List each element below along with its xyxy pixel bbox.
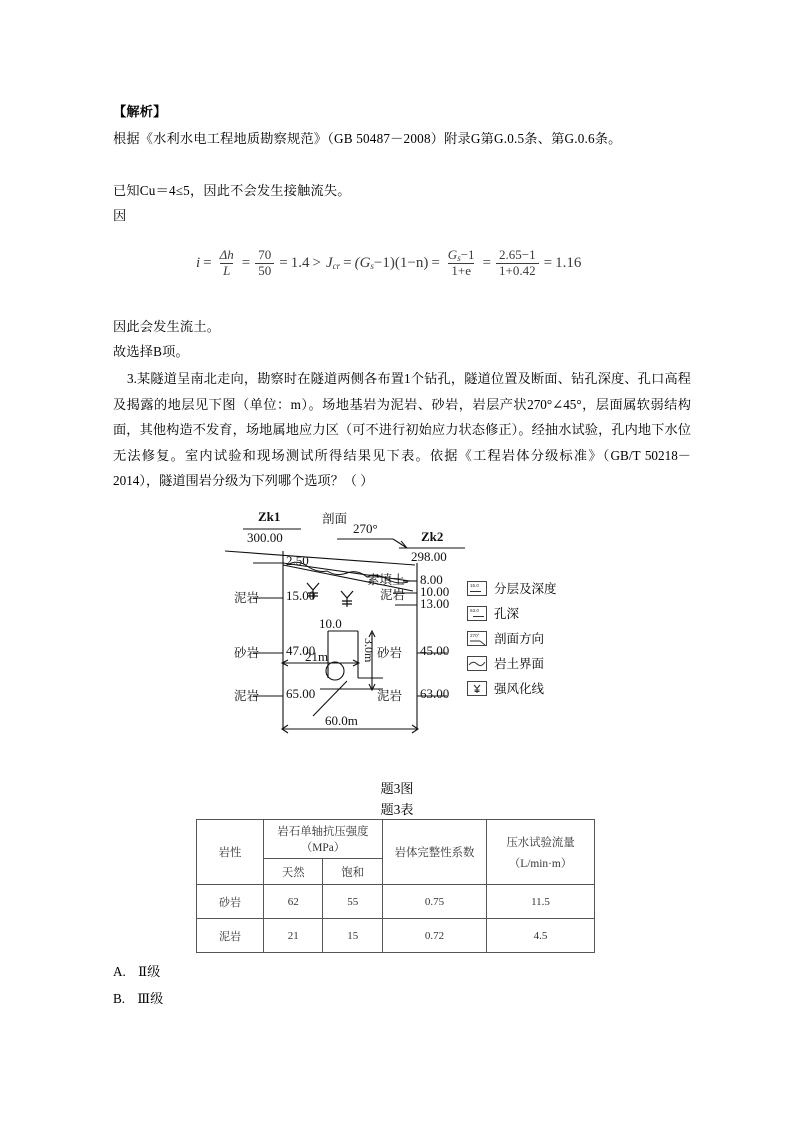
cell-flow: 4.5 <box>487 919 595 953</box>
legend-item-rock-soil-interface <box>467 654 544 672</box>
formula-eq5: = <box>431 255 440 272</box>
legend-label-layer-depth: 分层及深度 <box>494 582 557 596</box>
question-3-paragraph <box>113 366 691 494</box>
right-depth-3: 13.00 <box>420 596 450 611</box>
answer-line: 故选择B项。 <box>113 344 189 359</box>
left-depth-4: 65.00 <box>286 686 316 701</box>
formula-term: (G <box>354 255 371 272</box>
right-stratum-4: 泥岩 <box>377 689 403 703</box>
formula-jcr: J <box>325 255 333 272</box>
formula-lhs: i <box>196 255 201 272</box>
legend-item-layer-depth <box>467 579 557 597</box>
tunnel-width-label: 10.0 <box>319 616 342 631</box>
legend-label-strong-weathering: 强风化线 <box>494 682 545 696</box>
geological-section-figure <box>225 503 590 751</box>
section-direction-label: 270° <box>353 521 378 536</box>
left-stratum-3: 泥岩 <box>234 689 260 703</box>
formula-eq1: = <box>203 255 212 272</box>
borehole-right-elevation: 298.00 <box>411 549 447 564</box>
borehole-left-elevation: 300.00 <box>247 530 283 545</box>
cell-integrity: 0.75 <box>383 885 487 919</box>
formula-frac-70-50: $\frac{70}{50}$ <box>255 248 274 279</box>
formula-eq6: = <box>482 255 492 272</box>
question-number: 3. <box>127 371 137 386</box>
because-char: 因 <box>113 208 127 223</box>
header-natural: 天然 <box>264 859 323 885</box>
cell-natural: 21 <box>264 919 323 953</box>
left-depth-1: 2.50 <box>286 553 309 568</box>
left-depth-2: 15.00 <box>286 588 316 603</box>
header-lithology: 岩性 <box>197 820 264 885</box>
known-condition-line: 已知Cu＝4≤5，因此不会发生接触流失。 <box>113 183 351 198</box>
formula-eq7: = <box>543 255 553 272</box>
formula-eq2: = <box>241 255 251 272</box>
formula-value1: 1.4 <box>290 255 310 272</box>
option-b[interactable] <box>113 988 163 1007</box>
cell-lithology: 泥岩 <box>197 919 264 953</box>
formula-term-sub: s <box>370 261 374 272</box>
left-stratum-1: 泥岩 <box>234 591 260 605</box>
option-a[interactable] <box>113 961 160 980</box>
option-a-text: Ⅱ级 <box>138 964 161 979</box>
formula-frac-numeric: $\frac{2.65-1}{1+0.42}$ <box>496 248 539 279</box>
header-saturated: 饱和 <box>323 859 383 885</box>
option-b-key: B. <box>113 991 126 1006</box>
conclusion-line: 因此会发生流土。 <box>113 319 221 334</box>
right-stratum-fill: 素填土 <box>367 573 405 587</box>
span-label: 60.0m <box>325 713 358 728</box>
section-label: 剖面 <box>322 512 348 526</box>
test-results-table <box>196 819 595 953</box>
layer-depth-icon: 15.0 <box>467 581 487 596</box>
rock-soil-interface-icon <box>467 656 487 671</box>
table-row <box>197 885 595 919</box>
legend-label-section-direction: 剖面方向 <box>494 632 545 646</box>
analysis-heading: 【解析】 <box>113 104 167 119</box>
tunnel-height-label: 3.0m <box>362 638 376 663</box>
cell-natural: 62 <box>264 885 323 919</box>
right-stratum-2: 泥岩 <box>380 588 406 602</box>
cell-lithology: 砂岩 <box>197 885 264 919</box>
section-direction-icon: 270° <box>467 631 487 646</box>
right-depth-5: 63.00 <box>420 686 450 701</box>
right-depth-1: 8.00 <box>420 572 443 587</box>
question-text: 某隧道呈南北走向，勘察时在隧道两侧各布置1个钻孔，隧道位置及断面、钻孔深度、孔口高程及揭露的地层见下图（单位：m）。场地基岩为泥岩、砂岩，岩层产状270°∠45°，层面属软弱结构面，其他构造不发育，场地属地应力区（可不进行初始应力状态修正）。经抽水试验，孔内地下水位无法修复。室内试验和现场测试所得结果见下表。依据《工程岩体分级标准》（GB/T 50218－2014），隧道围岩分级为下列哪个选项？（ ） <box>113 371 691 488</box>
tunnel-offset-label: 21m <box>305 649 329 664</box>
table-header-row-1 <box>197 820 595 859</box>
cell-saturated: 15 <box>323 919 383 953</box>
formula-gt: > <box>312 255 321 272</box>
formula-result: 1.16 <box>555 255 582 272</box>
formula-eq4: = <box>343 255 352 272</box>
cell-flow: 11.5 <box>487 885 595 919</box>
right-stratum-3: 砂岩 <box>377 646 403 660</box>
strong-weathering-icon <box>467 681 487 696</box>
table-caption: 题3表 <box>380 802 414 817</box>
legend-label-hole-depth: 孔深 <box>494 607 520 621</box>
header-ucs-group: 岩石单轴抗压强度（MPa） <box>264 820 383 859</box>
legend-item-hole-depth <box>467 604 519 622</box>
borehole-right-name: Zk2 <box>421 529 444 544</box>
header-water-test: 压水试验流量 （L/min·m） <box>487 820 595 885</box>
cell-integrity: 0.72 <box>383 919 487 953</box>
left-depth-3: 47.00 <box>286 643 316 658</box>
formula-eq3: = <box>279 255 288 272</box>
seepage-formula <box>196 248 581 279</box>
legend-label-rock-soil-interface: 岩土界面 <box>494 657 545 671</box>
legend-item-section-direction <box>467 629 544 647</box>
left-stratum-2: 砂岩 <box>234 646 260 660</box>
borehole-left-name: Zk1 <box>258 509 281 524</box>
cell-saturated: 55 <box>323 885 383 919</box>
hole-depth-icon: 63.0 <box>467 606 487 621</box>
option-b-text: Ⅲ级 <box>137 991 164 1006</box>
option-a-key: A. <box>113 964 126 979</box>
formula-frac-gs-e: $\frac{G_s-1}{1+e}$ <box>447 247 475 279</box>
formula-jcr-sub: cr <box>332 261 341 272</box>
header-integrity: 岩体完整性系数 <box>383 820 487 885</box>
table-row <box>197 919 595 953</box>
right-depth-2: 10.00 <box>420 584 450 599</box>
right-depth-4: 45.00 <box>420 643 450 658</box>
figure-caption: 题3图 <box>380 781 414 796</box>
legend-item-strong-weathering <box>467 679 544 697</box>
formula-frac-dh-l: $\frac{\Delta h}{L}$ <box>219 247 234 279</box>
formula-term2: −1)(1−n) <box>373 255 429 272</box>
basis-line: 根据《水利水电工程地质勘察规范》（GB 50487－2008）附录G第G.0.5条、第G.0.6条。 <box>113 131 622 146</box>
